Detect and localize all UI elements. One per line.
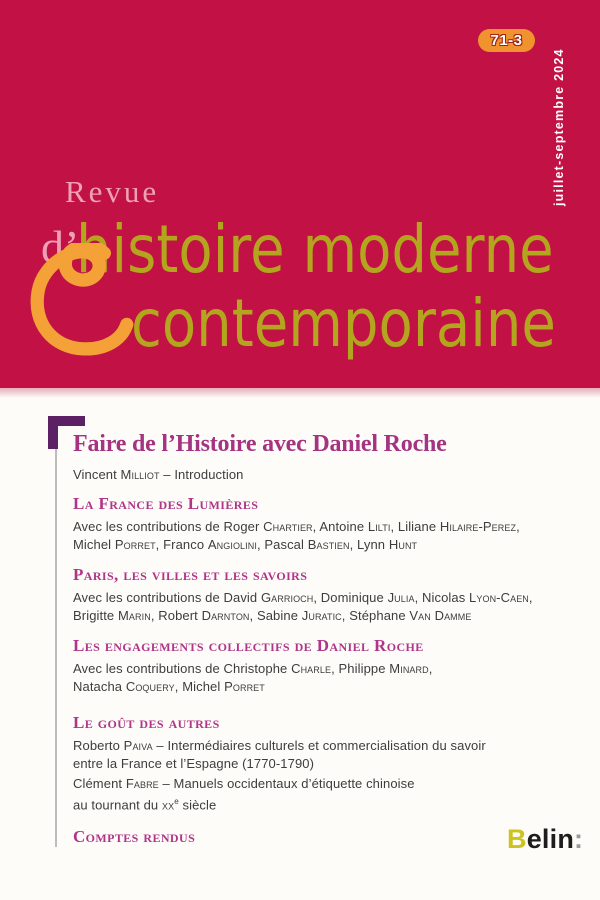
article-line: Clément Fabre – Manuels occidentaux d’étiquette chinoise bbox=[73, 776, 415, 791]
section-heading-gout-des-autres: Le goût des autres bbox=[73, 713, 220, 732]
section-heading-paris-villes-savoirs: Paris, les villes et les savoirs bbox=[73, 565, 308, 584]
article-entry bbox=[73, 737, 486, 772]
contributors-line: Natacha Coquery, Michel Porret bbox=[73, 678, 265, 694]
issue-number: 71-3 bbox=[490, 32, 523, 49]
masthead-bottom-edge bbox=[0, 388, 600, 398]
contributors-line: Avec les contributions de David Garrioch, Dominique Julia, Nicolas Lyon-Caen, bbox=[73, 590, 533, 605]
publisher-logo-belin bbox=[507, 826, 583, 853]
contributors-line: Michel Porret, Franco Angiolini, Pascal Bastien, Lynn Hunt bbox=[73, 536, 418, 552]
ampersand-et-ligature-icon bbox=[30, 243, 136, 357]
title-d-apostrophe: d’ bbox=[41, 221, 80, 272]
section-contributors bbox=[73, 518, 520, 553]
publisher-logo-elin: elin bbox=[526, 824, 575, 854]
section-contributors bbox=[73, 660, 432, 695]
title-contemporaine: contemporaine bbox=[131, 285, 556, 362]
contributors-line: Brigitte Marin, Robert Darnton, Sabine Juratic, Stéphane Van Damme bbox=[73, 607, 472, 623]
issue-badge bbox=[478, 29, 535, 52]
publisher-logo-colon: : bbox=[574, 824, 584, 854]
article-line: entre la France et l’Espagne (1770-1790) bbox=[73, 755, 315, 771]
toc-vertical-rule bbox=[55, 449, 57, 847]
article-line: Roberto Paiva – Intermédiaires culturels et commercialisation du savoir bbox=[73, 738, 486, 753]
title-histoire-moderne: histoire moderne bbox=[76, 211, 554, 288]
section-heading-engagements-collectifs: Les engagements collectifs de Daniel Roche bbox=[73, 636, 424, 655]
issue-date-vertical: juillet-septembre 2024 bbox=[552, 48, 566, 206]
article-entry bbox=[73, 775, 415, 813]
title-revue: Revue bbox=[65, 174, 160, 209]
toc-intro-line: Vincent Milliot – Introduction bbox=[73, 467, 244, 482]
corner-bracket-icon bbox=[48, 416, 58, 449]
section-heading-france-lumieres: La France des Lumières bbox=[73, 494, 259, 513]
article-line: au tournant du $xx^e$ siècle bbox=[73, 796, 217, 812]
contributors-line: Avec les contributions de Christophe Charle, Philippe Minard, bbox=[73, 661, 433, 676]
publisher-logo-b: B bbox=[507, 824, 527, 854]
toc-title: Faire de l’Histoire avec Daniel Roche bbox=[73, 431, 447, 457]
section-contributors bbox=[73, 589, 533, 624]
comptes-rendus-heading: Comptes rendus bbox=[73, 827, 196, 846]
masthead bbox=[0, 0, 600, 388]
contributors-line: Avec les contributions de Roger Chartier, Antoine Lilti, Liliane Hilaire-Perez, bbox=[73, 519, 520, 534]
